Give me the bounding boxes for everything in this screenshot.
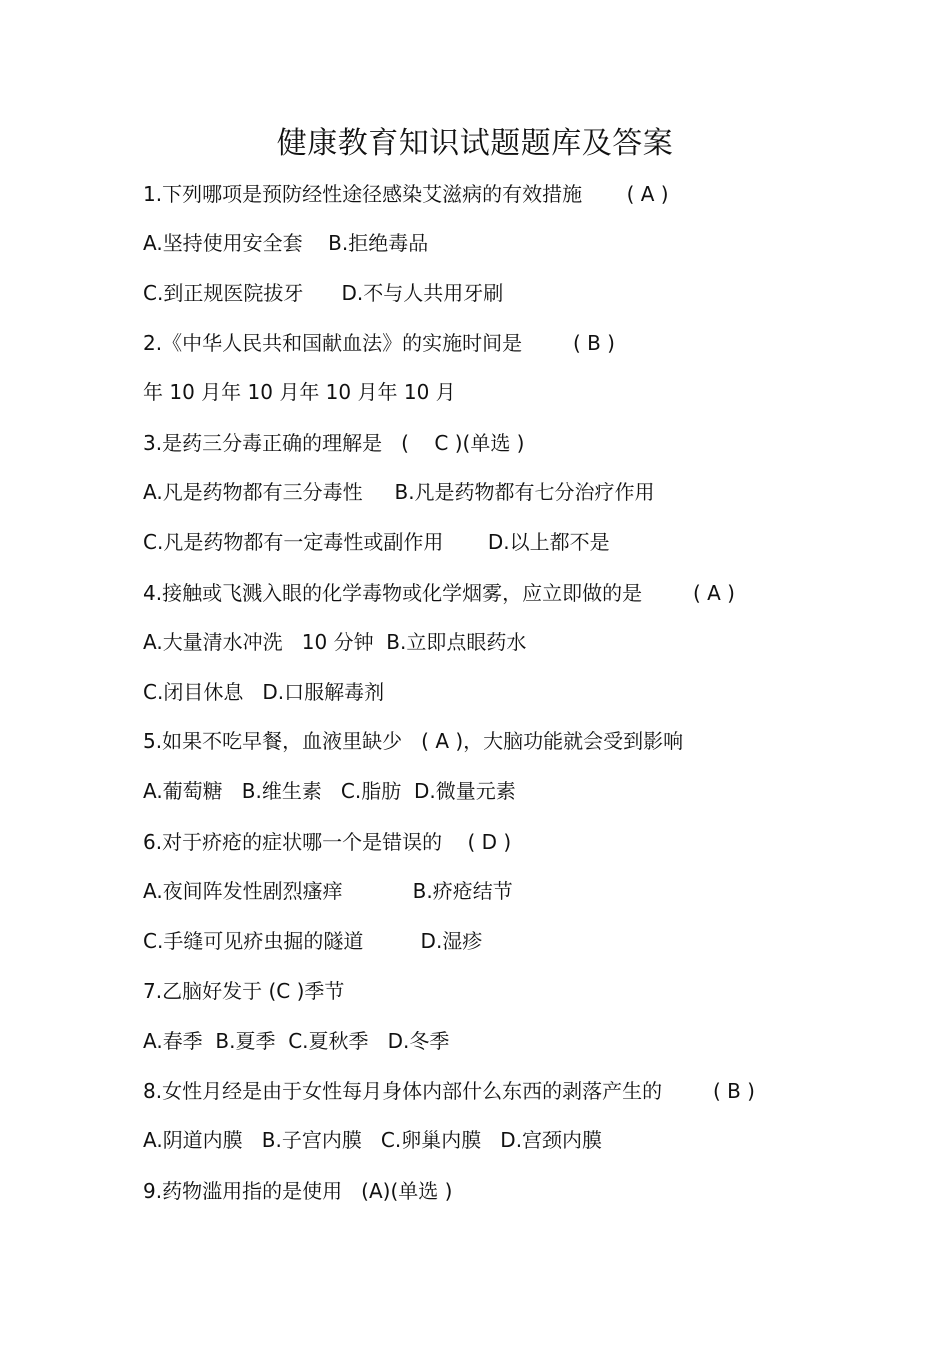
question-2-options: 年 10 月年 10 月年 10 月年 10 月 — [143, 380, 456, 404]
question-6-options-cd: C.手缝可见疥虫掘的隧道 D.湿疹 — [143, 929, 483, 953]
question-4: 4.接触或飞溅入眼的化学毒物或化学烟雾，应立即做的是 ( A ) — [143, 581, 735, 605]
question-1-options-ab: A.坚持使用安全套 B.拒绝毒品 — [143, 231, 429, 255]
question-6-options-ab: A.夜间阵发性剧烈瘙痒 B.疥疮结节 — [143, 879, 513, 903]
question-6: 6.对于疥疮的症状哪一个是错误的 ( D ) — [143, 830, 512, 854]
document-title: 健康教育知识试题题库及答案 — [276, 126, 674, 161]
question-3-options-ab: A.凡是药物都有三分毒性 B.凡是药物都有七分治疗作用 — [143, 480, 655, 504]
question-9: 9.药物滥用指的是使用 (A)(单选 ) — [143, 1179, 453, 1203]
question-1: 1.下列哪项是预防经性途径感染艾滋病的有效措施 ( A ) — [143, 182, 669, 206]
question-8-options: A.阴道内膜 B.子宫内膜 C.卵巢内膜 D.宫颈内膜 — [143, 1128, 603, 1152]
question-7-options: A.春季 B.夏季 C.夏秋季 D.冬季 — [143, 1029, 450, 1053]
question-7: 7.乙脑好发于 (C )季节 — [143, 979, 345, 1003]
question-4-options-ab: A.大量清水冲洗 10 分钟 B.立即点眼药水 — [143, 630, 527, 654]
question-5: 5.如果不吃早餐，血液里缺少 ( A )，大脑功能就会受到影响 — [143, 729, 684, 753]
question-8: 8.女性月经是由于女性每月身体内部什么东西的剥落产生的 ( B ) — [143, 1079, 755, 1103]
question-4-options-cd: C.闭目休息 D.口服解毒剂 — [143, 680, 385, 704]
question-5-options: A.葡萄糖 B.维生素 C.脂肪 D.微量元素 — [143, 779, 516, 803]
question-2: 2.《中华人民共和国献血法》的实施时间是 ( B ) — [143, 331, 615, 355]
question-3-options-cd: C.凡是药物都有一定毒性或副作用 D.以上都不是 — [143, 530, 610, 554]
question-1-options-cd: C.到正规医院拔牙 D.不与人共用牙刷 — [143, 281, 504, 305]
question-3: 3.是药三分毒正确的理解是 ( C )(单选 ) — [143, 431, 525, 455]
